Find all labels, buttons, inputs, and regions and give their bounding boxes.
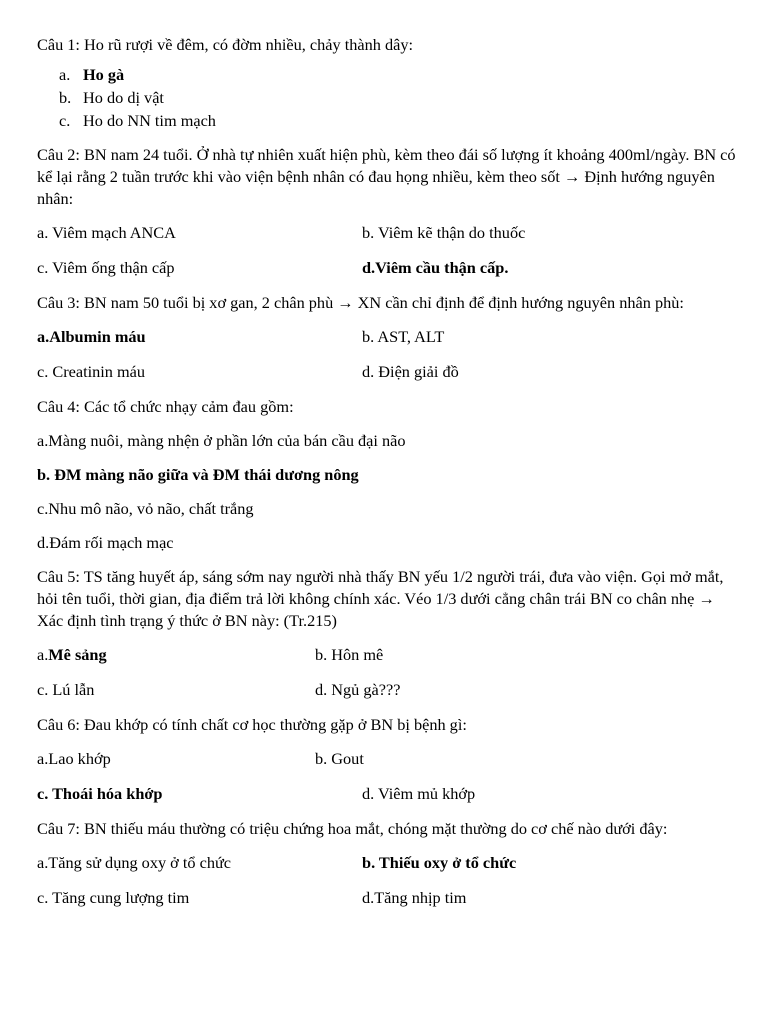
question-4-stem: Câu 4: Các tổ chức nhạy cảm đau gồm: [37,397,294,416]
arrow-icon: → [564,167,581,186]
option-text: Ho do dị vật [83,88,164,107]
stem-text: Câu 3: BN nam 50 tuổi bị xơ gan, 2 chân phù [37,293,338,312]
question-2-option-d [362,257,508,279]
stem-text: XN cần chỉ định để định hướng nguyên nhân phù: [353,293,684,312]
question-5-stem [37,566,737,632]
question-7-stem: Câu 7: BN thiếu máu thường có triệu chứng hoa mắt, chóng mặt thường do cơ chế nào dưới đây: [37,819,668,838]
option-text-correct: Mê sảng [48,645,107,664]
question-6-option-c: c. Thoái hóa khớp [37,784,163,803]
option-text-correct: Ho gà [83,65,125,84]
option-letter: b. [59,88,72,107]
question-5-option-d: d. Ngủ gà??? [315,680,401,699]
question-5-options-row-1 [37,644,737,666]
question-1-options [37,64,737,132]
question-4-option-b: b. ĐM màng não giữa và ĐM thái dương nông [37,465,359,484]
stem-text: Xác định tình trạng ý thức ở BN này: (Tr.215) [37,611,337,630]
question-1-option-c [37,110,737,132]
question-3-option-a: a.Albumin máu [37,327,146,346]
document-page [37,34,737,922]
question-3-options-row-2 [37,361,737,383]
question-6-options-row-2 [37,783,737,805]
question-5-option-a [37,644,315,666]
question-3-stem [37,292,737,314]
question-2-option-a: a. Viêm mạch ANCA [37,223,176,242]
option-text-correct: Viêm cầu thận cấp. [375,258,509,277]
question-5-option-b: b. Hôn mê [315,645,384,664]
question-7-option-c: c. Tăng cung lượng tim [37,888,190,907]
option-letter: d. [362,258,376,277]
option-letter: a. [59,65,71,84]
question-2-stem [37,144,737,210]
question-1-stem: Câu 1: Ho rũ rượi về đêm, có đờm nhiều, chảy thành dây: [37,35,414,54]
stem-text: Câu 2: BN nam 24 tuổi. Ở nhà tự nhiên xuất hiện phù, kèm theo đái số lượng ít khoảng 400ml/ngày. BN có kể lại rằng 2 tuần trước khi vào viện bệnh nhân có đau họng nhiều, kèm theo sốt [37,145,736,186]
question-4-option-c: c.Nhu mô não, vỏ não, chất trắng [37,499,254,518]
question-2-options-row-2 [37,257,737,279]
question-5-option-c: c. Lú lẫn [37,680,95,699]
option-letter: a. [37,645,49,664]
stem-text: Định hướng nguyên nhân: [37,167,715,208]
question-7-option-d: d.Tăng nhịp tim [362,888,467,907]
question-1-option-b [37,87,737,109]
question-2-option-b: b. Viêm kẽ thận do thuốc [362,223,526,242]
question-3-option-b: b. AST, ALT [362,327,445,346]
question-2-options-row-1 [37,222,737,244]
option-letter: b [362,853,372,872]
question-4-option-d: d.Đám rối mạch mạc [37,533,174,552]
arrow-icon: → [337,293,354,312]
question-7-options-row-1 [37,852,737,874]
question-3-options-row-1 [37,326,737,348]
question-6-option-b: b. Gout [315,749,364,768]
stem-text: Câu 5: TS tăng huyết áp, sáng sớm nay người nhà thấy BN yếu 1/2 người trái, đưa vào viện. Gọi mở mắt, hỏi tên tuổi, thời gian, địa điểm trả lời không chính xác. Véo 1/3 dưới cẳng chân trái BN co chân nhẹ [37,567,724,608]
question-7-option-b [362,852,516,874]
question-7-options-row-2 [37,887,737,909]
question-5-options-row-2 [37,679,737,701]
question-3-option-c: c. Creatinin máu [37,362,146,381]
question-6-stem: Câu 6: Đau khớp có tính chất cơ học thường gặp ở BN bị bệnh gì: [37,715,467,734]
arrow-icon: → [698,589,715,608]
question-7-option-a: a.Tăng sử dụng oxy ở tổ chức [37,853,232,872]
option-text: Ho do NN tim mạch [83,111,216,130]
question-4-option-a: a.Màng nuôi, màng nhện ở phần lớn của bán cầu đại não [37,431,406,450]
question-1-option-a [37,64,737,86]
question-6-options-row-1 [37,748,737,770]
question-3-option-d: d. Điện giải đồ [362,362,459,381]
question-6-option-d: d. Viêm mủ khớp [362,784,476,803]
option-letter: c. [59,111,71,130]
question-6-option-a: a.Lao khớp [37,749,111,768]
question-2-option-c: c. Viêm ống thận cấp [37,258,175,277]
option-text-correct: . Thiếu oxy ở tổ chức [371,853,517,872]
